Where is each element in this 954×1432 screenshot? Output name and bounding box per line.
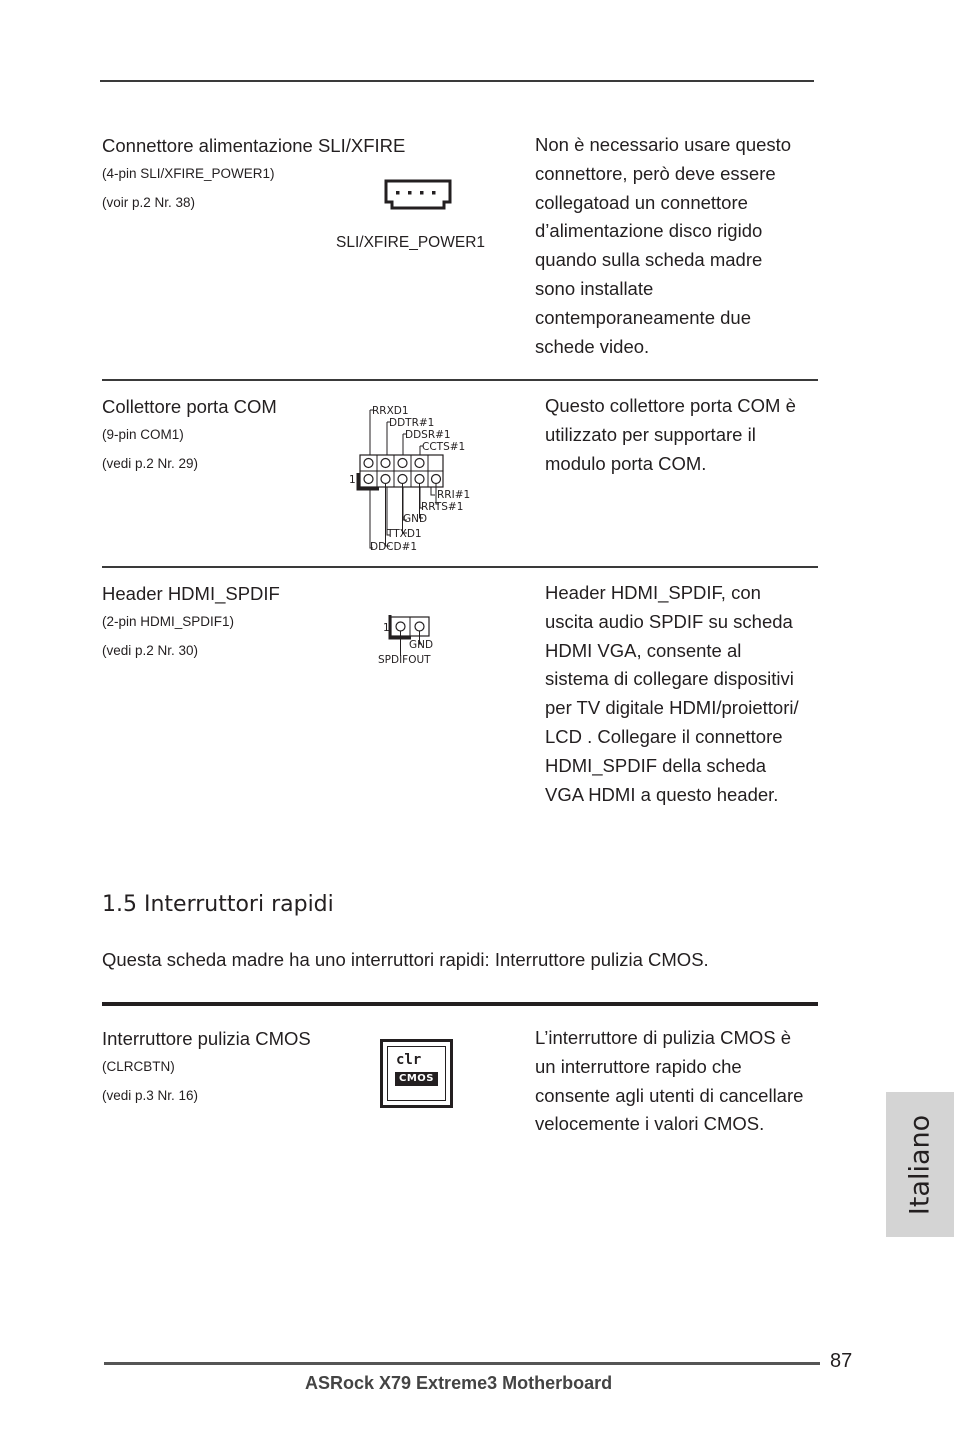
com-header-pinout-diagram — [345, 400, 475, 555]
sli-power-connector-label: SLI/XFIRE_POWER1 — [336, 234, 486, 251]
pin-one-label: 1 — [349, 474, 356, 486]
sli-power-title: Connettore alimentazione SLI/XFIRE — [102, 135, 406, 156]
desc-line: connettore, però deve essere — [535, 162, 776, 184]
desc-line: modulo porta COM. — [545, 452, 707, 474]
cmos-title: Interruttore pulizia CMOS — [102, 1028, 311, 1049]
desc-line: LCD . Collegare il connettore — [545, 725, 783, 747]
section-divider — [102, 379, 818, 381]
sli-power-reference: (voir p.2 Nr. 38) — [102, 195, 196, 210]
cmos-reference: (vedi p.3 Nr. 16) — [102, 1088, 199, 1103]
pin-label-rri1: RRI#1 — [437, 489, 471, 501]
sli-power-pin-info: (4-pin SLI/XFIRE_POWER1) — [102, 166, 275, 181]
com-header-description — [545, 392, 796, 478]
pin-label-ddsr1: DDSR#1 — [405, 429, 451, 441]
intro-paragraph: Questa scheda madre ha uno interruttori rapidi: Interruttore pulizia CMOS. — [102, 949, 709, 970]
clear-cmos-icon-bottom-text: CMOS — [395, 1072, 438, 1086]
hdmi-spdif-reference: (vedi p.2 Nr. 30) — [102, 643, 199, 658]
footer-rule — [104, 1362, 820, 1365]
desc-line: HDMI VGA, consente al — [545, 639, 742, 661]
footer-title: ASRock X79 Extreme3 Motherboard — [305, 1373, 613, 1393]
language-side-tab — [886, 1092, 954, 1237]
desc-line: Header HDMI_SPDIF, con — [545, 582, 761, 603]
section-heading: 1.5 Interruttori rapidi — [102, 892, 334, 917]
clear-cmos-button-icon — [380, 1039, 453, 1108]
top-rule — [100, 80, 814, 82]
pin-label-ttxd1: TTXD1 — [387, 528, 422, 540]
desc-line: VGA HDMI a questo header. — [545, 783, 779, 805]
desc-line: Non è necessario usare questo — [535, 134, 792, 155]
hdmi-spdif-pin-info: (2-pin HDMI_SPDIF1) — [102, 614, 235, 629]
desc-line: contemporaneamente due — [535, 306, 751, 328]
desc-line: consente agli utenti di cancellare — [535, 1084, 804, 1106]
desc-line: utilizzato per supportare il — [545, 423, 756, 445]
desc-line: L’interruttore di pulizia CMOS è — [535, 1027, 792, 1048]
cmos-description — [535, 1024, 803, 1139]
desc-line: per TV digitale HDMI/proiettori/ — [545, 697, 799, 719]
hdmi-spdif-description — [545, 579, 799, 809]
desc-line: collegatoad un connettore — [535, 191, 748, 213]
desc-line: uscita audio SPDIF su scheda — [545, 610, 793, 632]
com-header-reference: (vedi p.2 Nr. 29) — [102, 456, 199, 471]
language-tab-label: Italiano — [904, 1114, 936, 1215]
desc-line: Questo collettore porta COM è — [545, 395, 796, 416]
pin-label-ddcd1: DDCD#1 — [370, 541, 418, 553]
com-header-title: Collettore porta COM — [102, 396, 277, 417]
desc-line: schede video. — [535, 335, 650, 357]
spdif-gnd-label: GND — [409, 639, 434, 651]
pin-label-ddtr1: DDTR#1 — [389, 417, 435, 429]
pin-label-rrxd1: RRXD1 — [372, 405, 409, 417]
desc-line: velocemente i valori CMOS. — [535, 1113, 765, 1135]
pin-label-rrts1: RRTS#1 — [421, 501, 464, 513]
spdif-pin-one-label: 1 — [383, 622, 390, 634]
clear-cmos-icon-top-text: clr — [396, 1052, 422, 1068]
hdmi-spdif-pinout-diagram — [375, 612, 445, 668]
pin-label-gnd: GND — [403, 513, 428, 525]
sli-power-connector-diagram — [378, 178, 458, 212]
com-header-pin-info: (9-pin COM1) — [102, 427, 184, 442]
cmos-pin-info: (CLRCBTN) — [102, 1059, 175, 1074]
page-number: 87 — [830, 1350, 853, 1372]
sli-power-description — [535, 131, 791, 361]
desc-line: sono installate — [535, 277, 654, 299]
desc-line: d’alimentazione disco rigido — [535, 220, 763, 242]
spdif-out-label: SPDIFOUT — [378, 654, 431, 666]
desc-line: sistema di collegare dispositivi — [545, 668, 794, 690]
section-divider — [102, 566, 818, 568]
hdmi-spdif-title: Header HDMI_SPDIF — [102, 583, 280, 604]
desc-line: HDMI_SPDIF della scheda — [545, 754, 767, 776]
desc-line: quando sulla scheda madre — [535, 249, 763, 271]
desc-line: un interruttore rapido che — [535, 1055, 742, 1077]
pin-label-ccts1: CCTS#1 — [422, 441, 466, 453]
thick-divider — [102, 1002, 818, 1006]
